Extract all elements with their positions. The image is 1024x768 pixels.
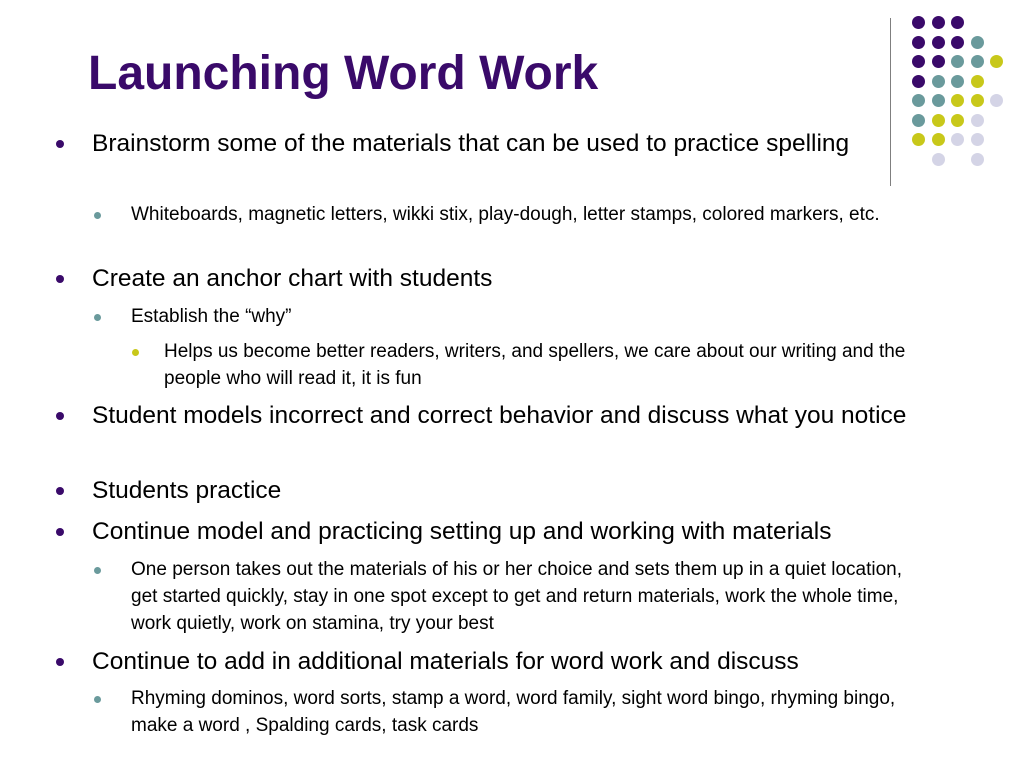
bullet-level-1 [92, 399, 972, 433]
bullet-text: Whiteboards, magnetic letters, wikki stix, play-dough, letter stamps, colored markers, etc. [131, 204, 880, 225]
bullet-text: Helps us become better readers, writers, and spellers, we care about our writing and the people who will read it, it is fun [164, 341, 906, 389]
bullet-dot-icon [94, 567, 101, 574]
bullet-dot-icon [56, 275, 64, 283]
bullet-dot-icon [56, 658, 64, 666]
bullet-text: Continue model and practicing setting up and working with materials [92, 518, 832, 545]
bullet-level-1 [92, 127, 972, 161]
bullet-level-1 [92, 645, 972, 679]
bullet-dot-icon [94, 314, 101, 321]
bullet-text: Rhyming dominos, word sorts, stamp a word, word family, sight word bingo, rhyming bingo, make a word , Spalding cards, task cards [131, 688, 896, 736]
bullet-text: Establish the “why” [131, 306, 292, 327]
bullet-dot-icon [56, 140, 64, 148]
bullet-level-2 [131, 303, 921, 330]
bullet-dot-icon [132, 349, 139, 356]
bullet-text: Brainstorm some of the materials that can be used to practice spelling [92, 130, 850, 157]
slide-title: Launching Word Work [88, 47, 599, 100]
bullet-text: Students practice [92, 477, 282, 504]
bullet-level-2 [131, 201, 921, 228]
bullet-level-2 [131, 556, 921, 637]
bullet-level-1 [92, 474, 972, 508]
bullet-text: Continue to add in additional materials for word work and discuss [92, 648, 799, 675]
bullet-dot-icon [94, 696, 101, 703]
bullet-level-3 [164, 338, 944, 392]
bullet-level-1 [92, 262, 972, 296]
bullet-text: Student models incorrect and correct behavior and discuss what you notice [92, 402, 907, 429]
bullet-level-1 [92, 515, 972, 549]
bullet-text: Create an anchor chart with students [92, 265, 493, 292]
bullet-text: One person takes out the materials of his or her choice and sets them up in a quiet location, get started quickly, stay in one spot except to get and return materials, work the whole time, work quietly, work on stamina, try your best [131, 559, 902, 634]
bullet-dot-icon [56, 487, 64, 495]
bullet-dot-icon [56, 412, 64, 420]
bullet-dot-icon [94, 212, 101, 219]
bullet-level-2 [131, 685, 921, 739]
bullet-dot-icon [56, 528, 64, 536]
